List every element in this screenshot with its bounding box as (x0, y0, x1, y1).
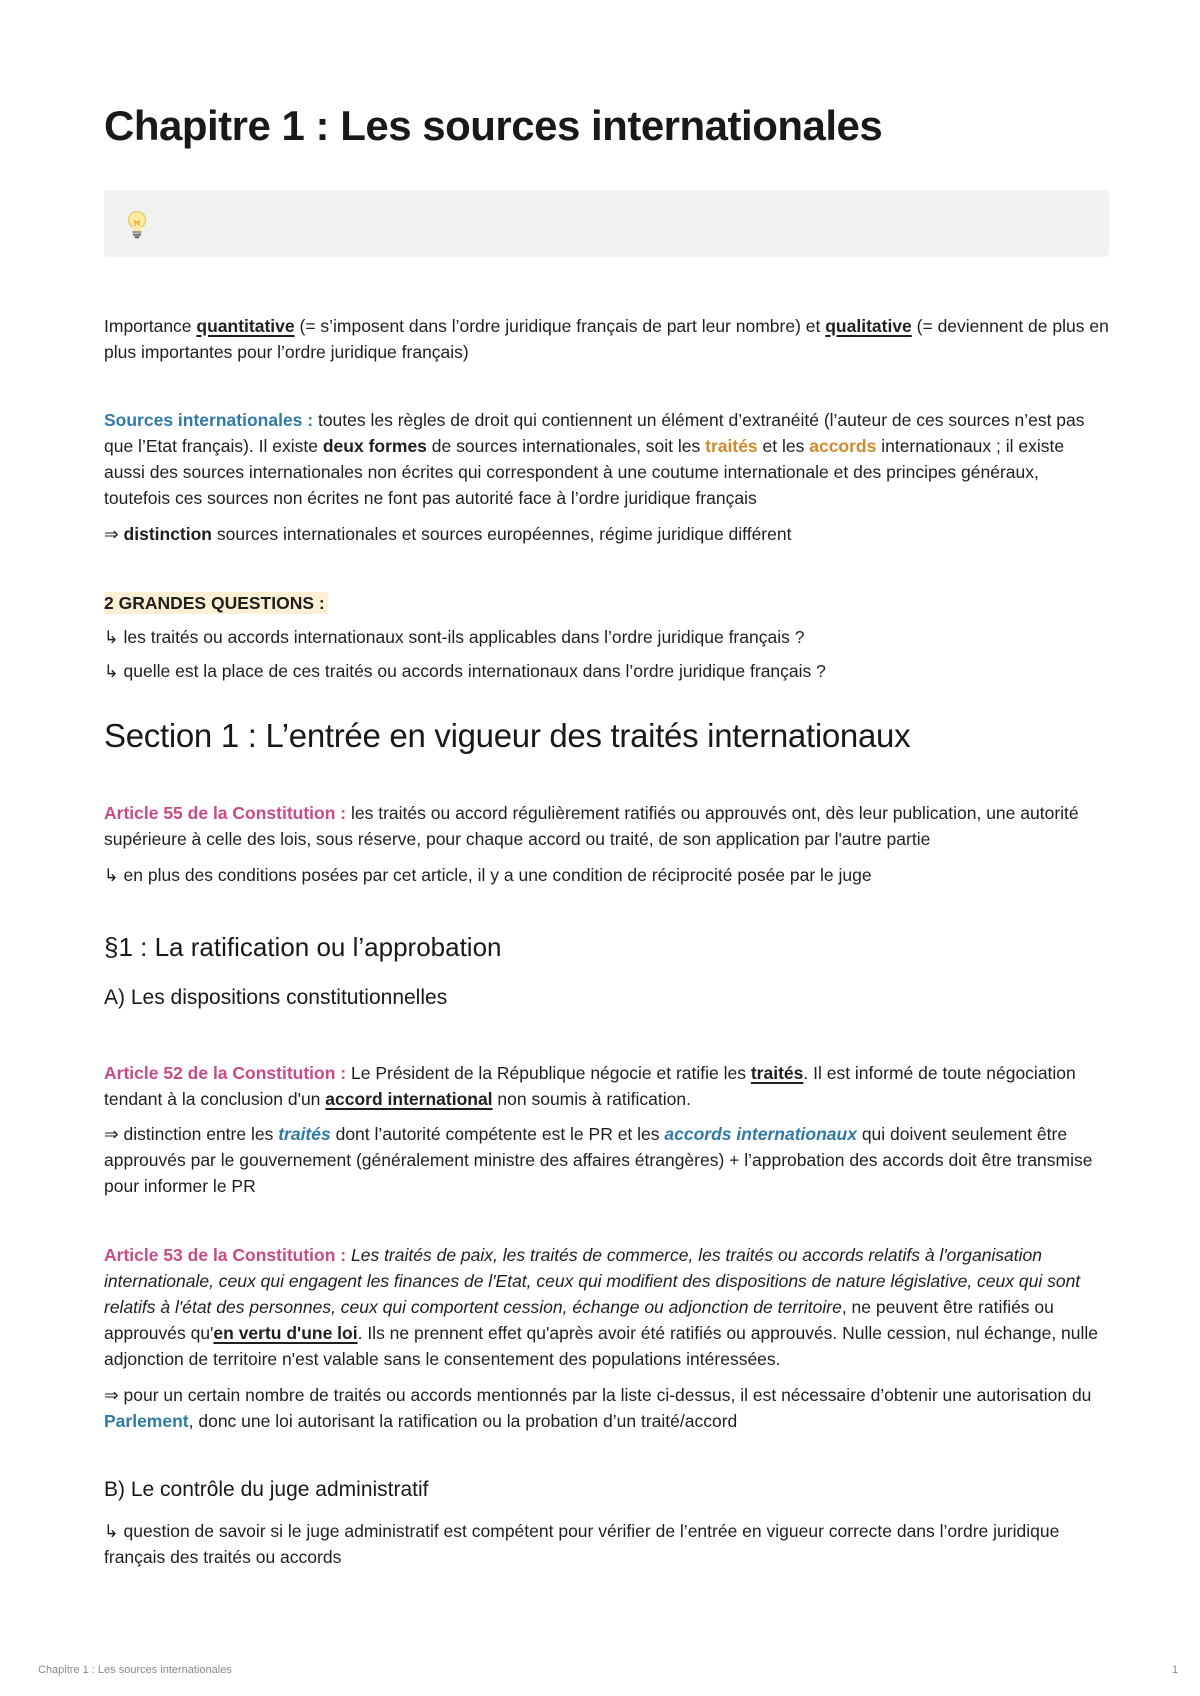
arrow-glyph: ⇒ (104, 524, 124, 544)
text: , ne peuvent être ratifiés ou approuvés qu' (104, 1297, 1054, 1343)
subsection-a-heading: A) Les dispositions constitutionnelles (104, 986, 448, 1009)
keyword-parlement: Parlement (104, 1411, 189, 1431)
text: . Il est informé de toute négociation tendant à la conclusion d'un (104, 1063, 1076, 1109)
keyword-en-vertu-d-une-loi: en vertu d'une loi (213, 1323, 358, 1343)
article-52-paragraph (104, 1060, 1109, 1112)
keyword-traites: traités (705, 436, 758, 456)
article-55-paragraph (104, 800, 1109, 852)
text: internationaux ; il existe aussi des sources internationales non écrites qui correspondent à une coutume internationale et des principes généraux, toutefois ces sources non écrites ne font pas autorité face à l’ordre juridique français (104, 436, 1065, 508)
keyword-qualitative: qualitative (825, 316, 912, 336)
callout-box (104, 190, 1109, 257)
questions-heading (104, 590, 1109, 616)
definition-label: Sources internationales : (104, 410, 314, 430)
question-2: ↳ quelle est la place de ces traités ou accords internationaux dans l’ordre juridique français ? (104, 661, 826, 681)
keyword-accords: accords (809, 436, 877, 456)
italic-quote: Les traités de paix, les traités de commerce, les traités ou accords relatifs à l'organisation internationale, ceux qui engagent les finances de l'Etat, ceux qui modifient des dispositions de nature législative, ceux qui sont relatifs à l'état des personnes, ceux qui comportent cession, échange ou adjonction de territoire (104, 1245, 1081, 1317)
page-title: Chapitre 1 : Les sources internationales (104, 102, 883, 149)
text: dont l’autorité compétente est le PR et les (330, 1124, 665, 1144)
keyword-traites: traités (750, 1063, 804, 1083)
text: Importance (104, 316, 197, 336)
lightbulb-icon (126, 210, 148, 240)
text: et les (757, 436, 810, 456)
text: ⇒ distinction entre les (104, 1124, 279, 1144)
article-label: Article 53 de la Constitution : (104, 1245, 347, 1265)
paragraph-1-heading: §1 : La ratification ou l’approbation (104, 932, 502, 962)
distinction-paragraph (104, 521, 1109, 547)
article-55-note: ↳ en plus des conditions posées par cet article, il y a une condition de réciprocité posée par le juge (104, 865, 872, 885)
text: toutes les règles de droit qui contiennent un élément d’extranéité (l’auteur de ces sources n’est pas que l’Etat français). Il existe (104, 410, 1085, 456)
text: de sources internationales, soit les (426, 436, 706, 456)
text: les traités ou accord régulièrement ratifiés ou approuvés ont, dès leur publication, une autorité supérieure à celle des lois, sous réserve, pour chaque accord ou traité, de son application par l'autre partie (104, 803, 1079, 849)
keyword-deux-formes: deux formes (322, 436, 427, 456)
article-label: Article 55 de la Constitution : (104, 803, 347, 823)
page-number: 1 (1172, 1664, 1179, 1676)
article-53-note (104, 1382, 1109, 1434)
section-1-heading: Section 1 : L’entrée en vigueur des traités internationaux (104, 717, 911, 754)
text: Le Président de la République négocie et ratifie les (346, 1063, 751, 1083)
keyword-accords-internationaux: accords internationaux (664, 1124, 857, 1144)
juge-administratif-paragraph: ↳ question de savoir si le juge administratif est compétent pour vérifier de l’entrée en vigueur correcte dans l’ordre juridique français des traités ou accords (104, 1521, 1060, 1567)
keyword-accord-international: accord international (325, 1089, 493, 1109)
article-label: Article 52 de la Constitution : (104, 1063, 347, 1083)
article-52-note (104, 1121, 1109, 1199)
text: non soumis à ratification. (492, 1089, 691, 1109)
keyword-distinction: distinction (123, 524, 212, 544)
text: ⇒ pour un certain nombre de traités ou accords mentionnés par la liste ci-dessus, il est nécessaire d’obtenir une autorisation du (104, 1385, 1092, 1405)
article-53-paragraph (104, 1242, 1109, 1372)
importance-paragraph (104, 313, 1109, 365)
text: , donc une loi autorisant la ratification ou la probation d’un traité/accord (188, 1411, 738, 1431)
text: . Ils ne prennent effet qu'après avoir été ratifiés ou approuvés. Nulle cession, nul échange, nulle adjonction de territoire n'est valable sans le consentement des populations intéressées. (104, 1323, 1099, 1369)
question-1: ↳ les traités ou accords internationaux sont-ils applicables dans l’ordre juridique français ? (104, 627, 805, 647)
sources-definition-paragraph (104, 407, 1109, 511)
footer-title: Chapitre 1 : Les sources internationales (38, 1664, 232, 1676)
keyword-quantitative: quantitative (196, 316, 295, 336)
text: qui doivent seulement être approuvés par le gouvernement (généralement ministre des affaires étrangères) + l’approbation des accords doit être transmise pour informer le PR (104, 1124, 1093, 1196)
text: (= s’imposent dans l’ordre juridique français de part leur nombre) et (294, 316, 826, 336)
subsection-b-heading: B) Le contrôle du juge administratif (104, 1478, 429, 1501)
text: sources internationales et sources européennes, régime juridique différent (212, 524, 792, 544)
text: (= deviennent de plus en plus importantes pour l’ordre juridique français) (104, 316, 1109, 362)
keyword-traites: traités (278, 1124, 331, 1144)
highlighted-heading: 2 GRANDES QUESTIONS : (104, 592, 328, 614)
